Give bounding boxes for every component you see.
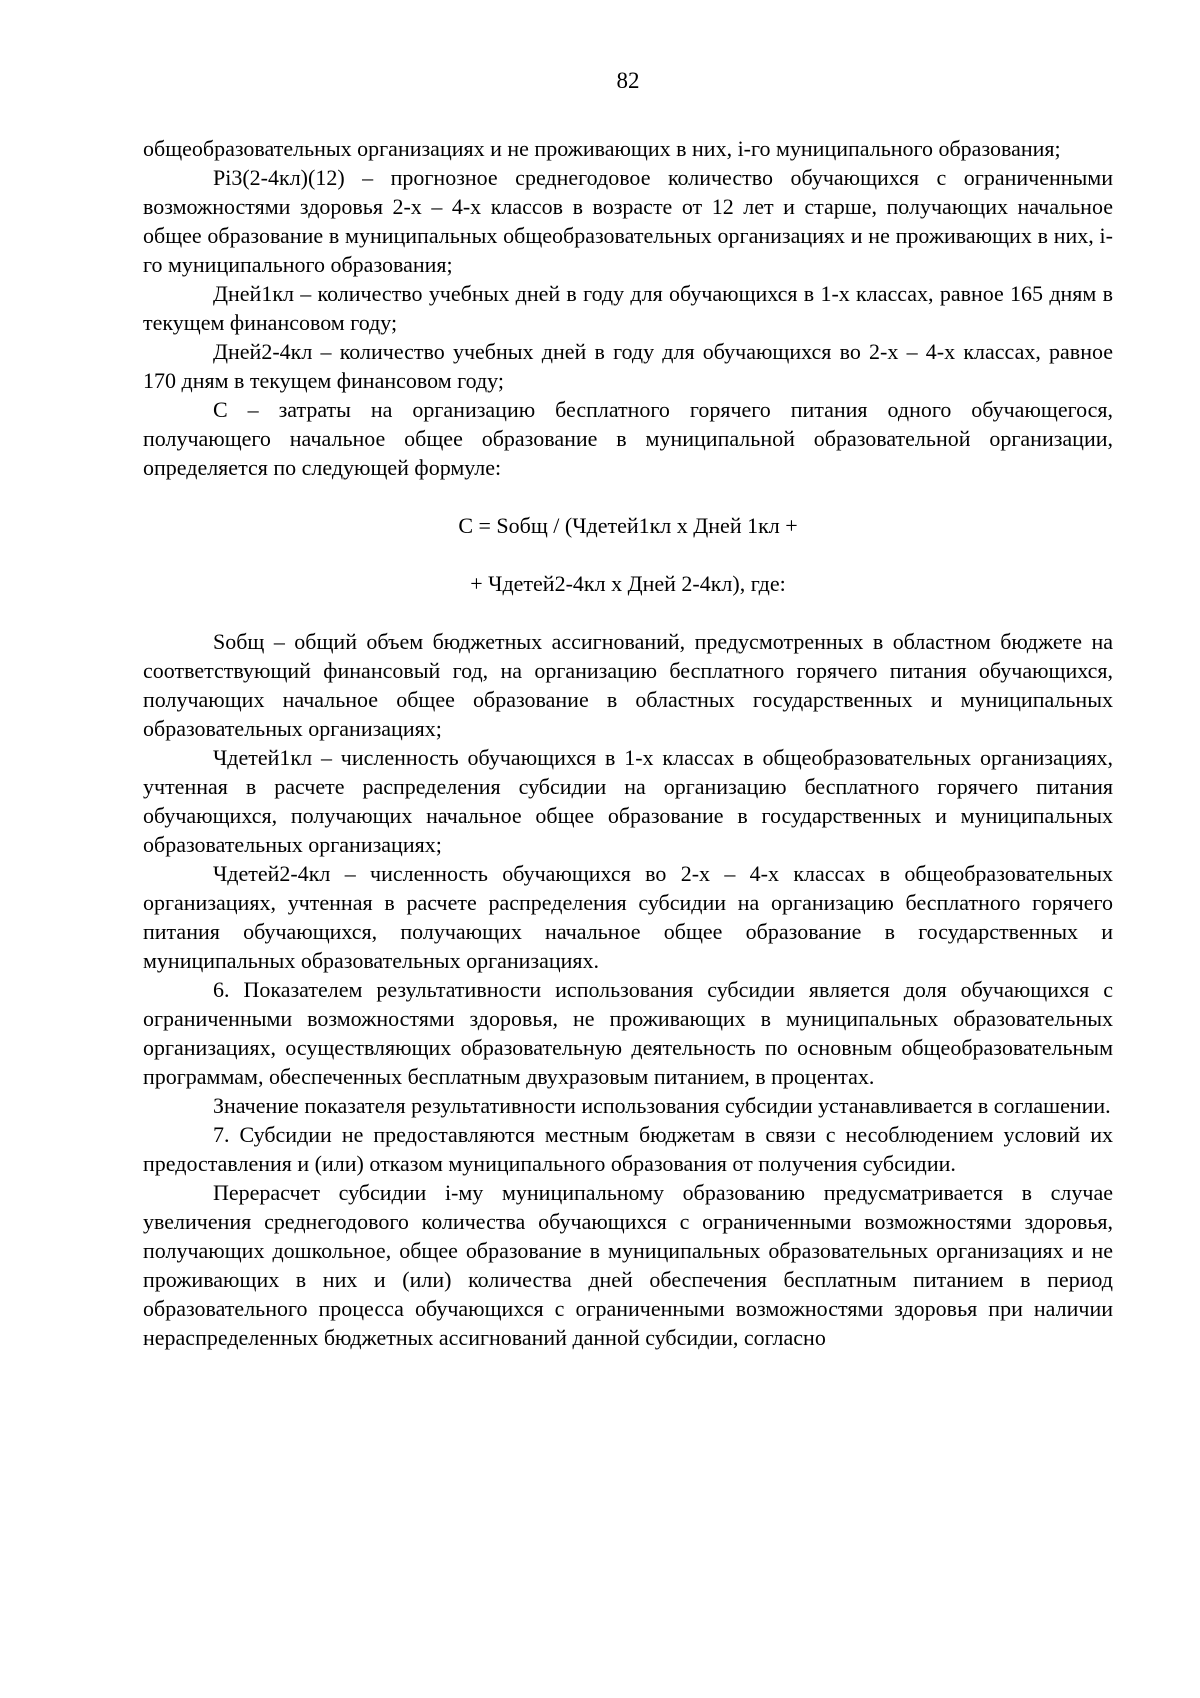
formula-line: С = Sобщ / (Чдетей1кл х Дней 1кл +	[458, 513, 798, 538]
formula-line: + Чдетей2-4кл х Дней 2-4кл), где:	[470, 571, 786, 596]
paragraph: Pi3(2-4кл)(12) – прогнозное среднегодовое количество обучающихся с ограниченными возможностями здоровья 2-х – 4-х классов в возрасте от 12 лет и старше, получающих начальное общее образование в муниципальных общеобразовательных организациях и не проживающих в них, i-го муниципального образования;	[143, 165, 1113, 277]
paragraph: Sобщ – общий объем бюджетных ассигнований, предусмотренных в областном бюджете на соответствующий финансовый год, на организацию бесплатного горячего питания обучающихся, получающих начальное общее образование в областных государственных и муниципальных образовательных организациях;	[143, 629, 1113, 741]
paragraph: 6. Показателем результативности использования субсидии является доля обучающихся с ограниченными возможностями здоровья, не проживающих в муниципальных образовательных организациях, осуществляющих образовательную деятельность по основным общеобразовательным программам, обеспеченных бесплатным двухразовым питанием, в процентах.	[143, 977, 1113, 1089]
paragraph: общеобразовательных организациях и не проживающих в них, i-го муниципального образования;	[143, 136, 1061, 161]
paragraph: Чдетей2-4кл – численность обучающихся во 2-х – 4-х классах в общеобразовательных организациях, учтенная в расчете распределения субсидии на организацию бесплатного горячего питания обучающихся, получающих начальное общее образование в государственных и муниципальных образовательных организациях.	[143, 861, 1113, 973]
paragraph: Перерасчет субсидии i-му муниципальному образованию предусматривается в случае увеличения среднегодового количества обучающихся с ограниченными возможностями здоровья, получающих дошкольное, общее образование в муниципальных образовательных организациях и не проживающих в них и (или) количества дней обеспечения бесплатным питанием в период образовательного процесса обучающихся с ограниченными возможностями здоровья при наличии нераспределенных бюджетных ассигнований данной субсидии, согласно	[143, 1180, 1113, 1350]
paragraph: Значение показателя результативности использования субсидии устанавливается в соглашении.	[213, 1093, 1111, 1118]
paragraph: Дней2-4кл – количество учебных дней в году для обучающихся во 2-х – 4-х классах, равное 170 дням в текущем финансовом году;	[143, 339, 1113, 393]
page-number: 82	[616, 68, 640, 93]
paragraph: 7. Субсидии не предоставляются местным бюджетам в связи с несоблюдением условий их предоставления и (или) отказом муниципального образования от получения субсидии.	[143, 1122, 1113, 1176]
document-body	[143, 134, 1113, 1352]
paragraph: С – затраты на организацию бесплатного горячего питания одного обучающегося, получающего начальное общее образование в муниципальной образовательной организации, определяется по следующей формуле:	[143, 397, 1113, 480]
paragraph: Дней1кл – количество учебных дней в году для обучающихся в 1-х классах, равное 165 дням в текущем финансовом году;	[143, 281, 1113, 335]
paragraph: Чдетей1кл – численность обучающихся в 1-х классах в общеобразовательных организациях, учтенная в расчете распределения субсидии на организацию бесплатного горячего питания обучающихся, получающих начальное общее образование в государственных и муниципальных образовательных организациях;	[143, 745, 1113, 857]
